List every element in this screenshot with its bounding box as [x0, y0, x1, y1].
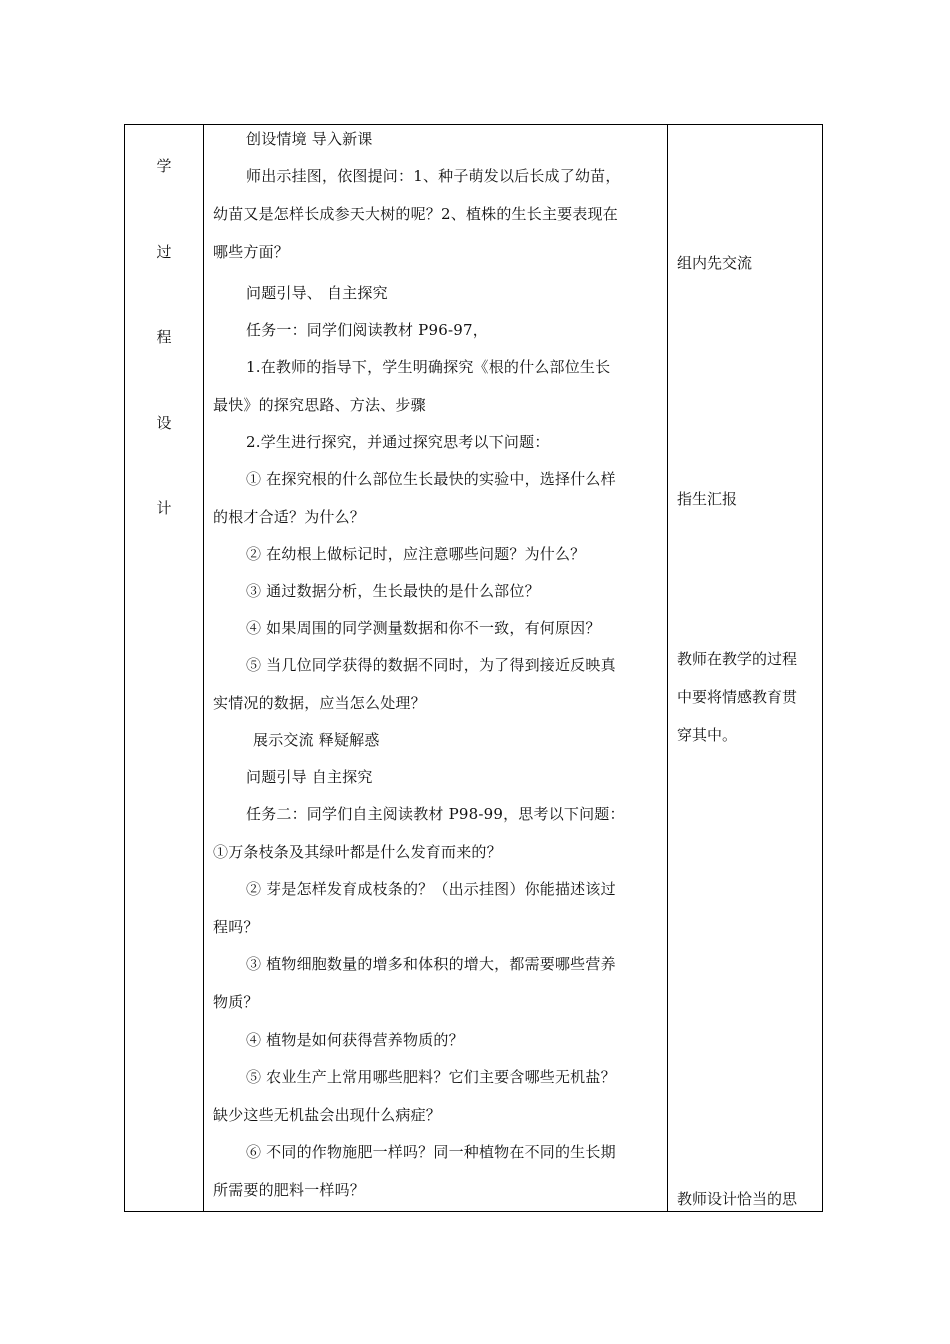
section-label-char: 程	[156, 328, 172, 346]
content-line: 最快》的探究思路、方法、步骤	[213, 396, 426, 414]
content-line: 师出示挂图，依图提问：1、种子萌发以后长成了幼苗，	[246, 167, 621, 185]
content-line: 实情况的数据，应当怎么处理？	[213, 694, 426, 712]
content-line: ④ 如果周围的同学测量数据和你不一致，有何原因？	[246, 619, 601, 637]
content-line: 1.在教师的指导下，学生明确探究《根的什么部位生长	[246, 358, 611, 376]
content-line: ① 在探究根的什么部位生长最快的实验中，选择什么样	[246, 470, 616, 488]
content-line: 问题引导 自主探究	[246, 768, 373, 786]
note-line: 教师设计恰当的思	[677, 1190, 798, 1208]
content-line: 缺少这些无机盐会出现什么病症？	[213, 1106, 442, 1124]
content-line: 展示交流 释疑解惑	[253, 731, 380, 749]
content-line: ② 在幼根上做标记时，应注意哪些问题？为什么？	[246, 545, 586, 563]
content-line: 问题引导、 自主探究	[246, 284, 388, 302]
note-line: 指生汇报	[677, 490, 738, 508]
content-line: ④ 植物是如何获得营养物质的？	[246, 1031, 464, 1049]
content-line: 的根才合适？为什么？	[213, 508, 366, 526]
section-label-char: 学	[156, 157, 172, 175]
note-line: 穿其中。	[677, 726, 738, 744]
content-line: 幼苗又是怎样长成参天大树的呢？2、植株的生长主要表现在	[213, 205, 618, 223]
content-line: ⑤ 当几位同学获得的数据不同时，为了得到接近反映真	[246, 656, 616, 674]
note-line: 组内先交流	[677, 254, 753, 272]
column-divider-1	[203, 125, 204, 1211]
content-line: ③ 植物细胞数量的增多和体积的增大，都需要哪些营养	[246, 955, 616, 973]
content-line: 哪些方面？	[213, 243, 290, 261]
note-line: 中要将情感教育贯	[677, 688, 798, 706]
content-line: 2.学生进行探究，并通过探究思考以下问题：	[246, 433, 550, 451]
content-line: 任务二：同学们自主阅读教材 P98-99，思考以下问题：	[246, 805, 625, 823]
content-line: 所需要的肥料一样吗？	[213, 1181, 366, 1199]
content-line: ② 芽是怎样发育成枝条的？（出示挂图）你能描述该过	[246, 880, 616, 898]
content-line: ⑤ 农业生产上常用哪些肥料？它们主要含哪些无机盐？	[246, 1068, 616, 1086]
section-label-char: 过	[156, 243, 172, 261]
content-line: 任务一：同学们阅读教材 P96-97，	[246, 321, 488, 339]
content-line: 创设情境 导入新课	[246, 130, 373, 148]
content-line: 程吗？	[213, 918, 259, 936]
content-line: ⑥ 不同的作物施肥一样吗？同一种植物在不同的生长期	[246, 1143, 616, 1161]
section-label-char: 设	[156, 414, 172, 432]
content-line: ①万条枝条及其绿叶都是什么发育而来的？	[213, 843, 502, 861]
content-line: 物质？	[213, 993, 259, 1011]
note-line: 教师在教学的过程	[677, 650, 798, 668]
section-label-char: 计	[156, 499, 172, 517]
content-line: ③ 通过数据分析，生长最快的是什么部位？	[246, 582, 540, 600]
column-divider-2	[667, 125, 668, 1211]
lesson-process-table	[124, 124, 823, 1212]
